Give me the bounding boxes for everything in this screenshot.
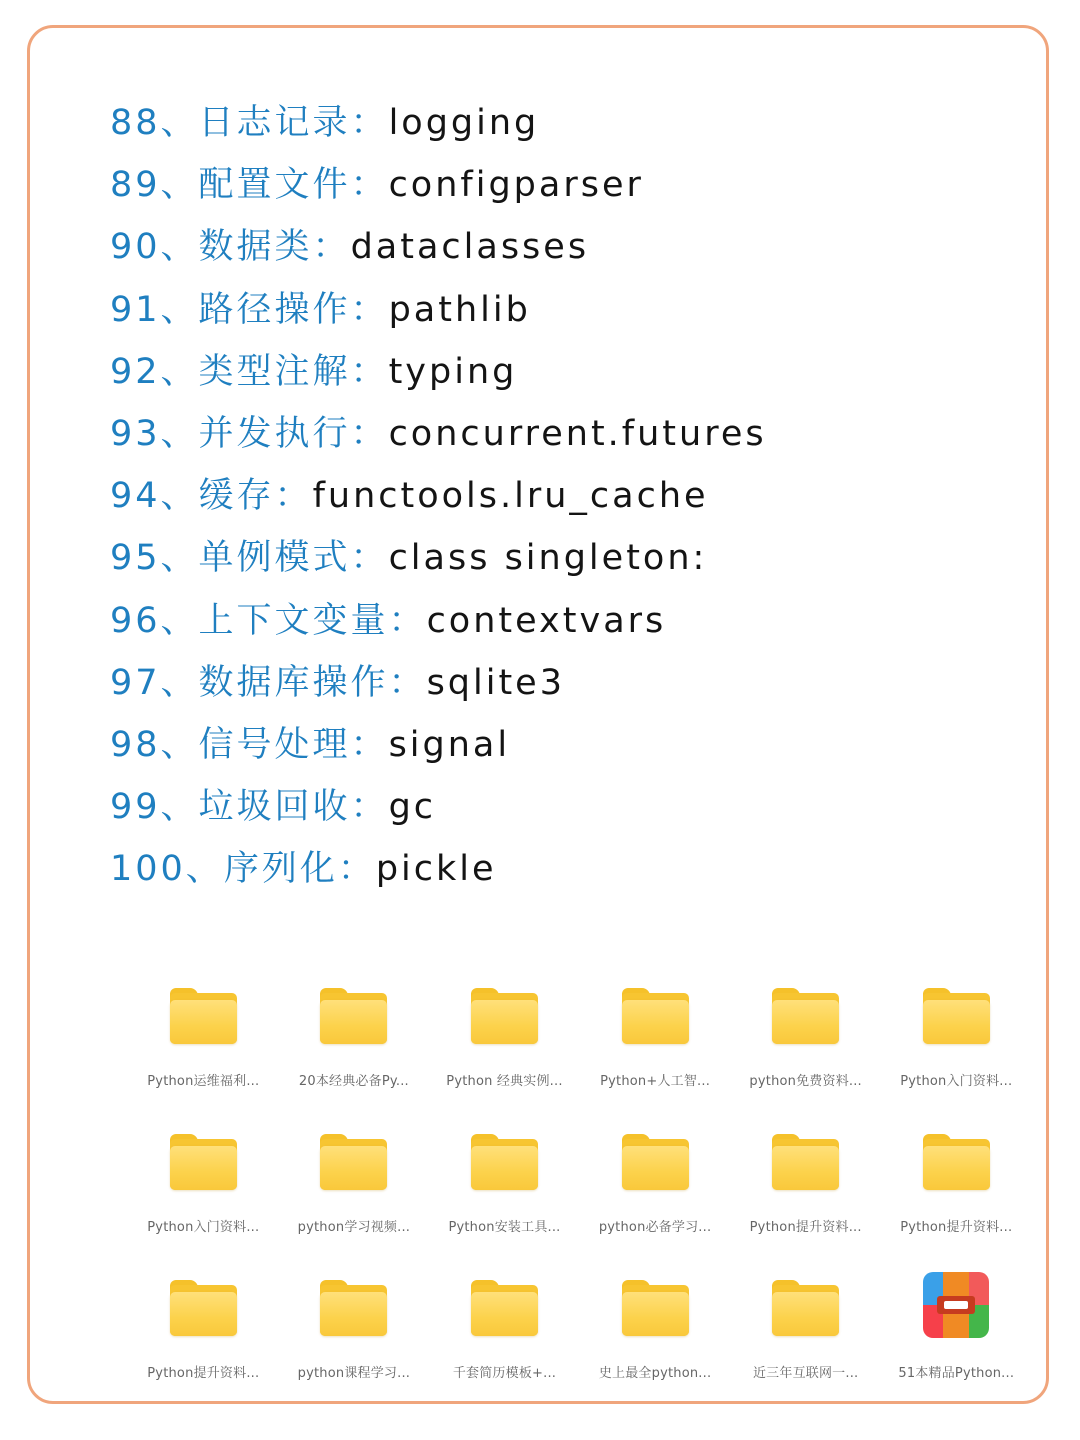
folder-icon [622, 1280, 689, 1336]
tip-label: 序列化： [223, 849, 376, 890]
tip-code: pathlib [388, 289, 531, 330]
file-name-label: Python提升资料... [147, 1366, 260, 1381]
folder-icon [471, 1280, 538, 1336]
tip-code: functools.lru_cache [312, 476, 709, 517]
tip-item [110, 652, 767, 714]
folder-icon [923, 1134, 990, 1190]
folder-item[interactable] [429, 978, 580, 1124]
file-name-label: 近三年互联网一... [752, 1366, 859, 1381]
folder-icon [772, 988, 839, 1044]
tip-code: class singleton: [388, 538, 708, 579]
tip-label: 路径操作： [198, 289, 389, 330]
folder-icon [622, 988, 689, 1044]
tip-code: sqlite3 [426, 662, 565, 703]
archive-icon [923, 1272, 989, 1338]
tip-label: 信号处理： [198, 724, 389, 765]
tip-code: gc [388, 787, 437, 828]
tip-number: 89、 [110, 165, 199, 206]
tip-item [110, 279, 767, 341]
file-name-label: 史上最全python... [598, 1366, 712, 1381]
folder-item[interactable] [128, 1270, 279, 1416]
tip-item [110, 527, 767, 589]
file-name-label: Python+人工智... [600, 1074, 711, 1089]
file-name-label: Python入门资料... [900, 1074, 1013, 1089]
folder-item[interactable] [128, 978, 279, 1124]
tip-code: logging [388, 103, 540, 143]
folder-item[interactable] [429, 1270, 580, 1416]
tip-item [110, 465, 767, 527]
tip-item [110, 216, 767, 278]
tip-label: 上下文变量： [198, 600, 427, 641]
tip-number: 95、 [110, 538, 199, 579]
tip-item [110, 403, 767, 465]
tip-item [110, 776, 767, 838]
folder-item[interactable] [580, 1270, 731, 1416]
tip-label: 缓存： [198, 476, 313, 517]
folder-icon [772, 1280, 839, 1336]
tip-item [110, 838, 767, 900]
tip-code: configparser [388, 165, 644, 206]
tip-code: concurrent.futures [388, 413, 767, 454]
tip-number: 100、 [110, 849, 224, 890]
tip-item [110, 154, 767, 216]
tip-number: 93、 [110, 413, 199, 454]
folder-icon [320, 988, 387, 1044]
folder-icon [170, 1280, 237, 1336]
folder-item[interactable] [429, 1124, 580, 1270]
folder-icon [923, 988, 990, 1044]
folder-item[interactable] [730, 978, 881, 1124]
content-card [27, 25, 1049, 1404]
folder-item[interactable] [279, 1270, 430, 1416]
tip-code: contextvars [426, 600, 667, 641]
tip-number: 99、 [110, 787, 199, 828]
tip-code: dataclasses [350, 227, 590, 268]
folder-icon [622, 1134, 689, 1190]
tip-label: 配置文件： [198, 165, 389, 206]
folder-item[interactable] [730, 1124, 881, 1270]
folder-item[interactable] [279, 1124, 430, 1270]
tip-item [110, 714, 767, 776]
folder-item[interactable] [881, 1124, 1032, 1270]
tip-code: signal [388, 724, 511, 765]
folder-icon [170, 988, 237, 1044]
tip-number: 91、 [110, 289, 199, 330]
tip-item [110, 341, 767, 403]
tip-number: 97、 [110, 662, 199, 703]
tip-label: 数据类： [198, 227, 351, 268]
tip-item [110, 92, 767, 154]
folder-icon [471, 1134, 538, 1190]
folder-icon [471, 988, 538, 1044]
file-name-label: 千套简历模板+... [452, 1366, 557, 1381]
folder-item[interactable] [730, 1270, 881, 1416]
tip-number: 90、 [110, 227, 199, 268]
tip-label: 单例模式： [198, 538, 389, 579]
file-name-label: 20本经典必备Py... [298, 1074, 409, 1089]
tip-code: pickle [375, 849, 497, 890]
tip-number: 96、 [110, 600, 199, 641]
folder-item[interactable] [128, 1124, 279, 1270]
tip-number: 92、 [110, 351, 199, 392]
file-name-label: python课程学习... [297, 1366, 411, 1381]
folder-icon [320, 1280, 387, 1336]
tip-code: typing [388, 351, 518, 392]
tip-number: 88、 [110, 103, 199, 143]
file-name-label: Python提升资料... [749, 1220, 862, 1235]
tip-item [110, 590, 767, 652]
file-name-label: python学习视频... [297, 1220, 411, 1235]
tip-label: 垃圾回收： [198, 787, 389, 828]
folder-item[interactable] [881, 978, 1032, 1124]
file-name-label: python必备学习... [598, 1220, 712, 1235]
file-name-label: Python入门资料... [147, 1220, 260, 1235]
folder-item[interactable] [279, 978, 430, 1124]
file-name-label: Python安装工具... [448, 1220, 561, 1235]
tip-number: 98、 [110, 724, 199, 765]
python-tips-list [110, 92, 767, 900]
tip-label: 日志记录： [198, 103, 389, 143]
folder-item[interactable] [580, 1124, 731, 1270]
folder-item[interactable] [580, 978, 731, 1124]
tip-label: 数据库操作： [198, 662, 427, 703]
file-name-label: Python提升资料... [900, 1220, 1013, 1235]
file-grid [128, 978, 1032, 1416]
folder-icon [320, 1134, 387, 1190]
file-name-label: python免费资料... [749, 1074, 862, 1089]
tip-number: 94、 [110, 476, 199, 517]
archive-file-item[interactable] [881, 1270, 1032, 1416]
file-name-label: Python运维福利... [147, 1074, 260, 1089]
folder-icon [772, 1134, 839, 1190]
tip-label: 类型注解： [198, 351, 389, 392]
tip-label: 并发执行： [198, 413, 389, 454]
file-name-label: 51本精品Python... [898, 1366, 1015, 1381]
file-name-label: Python 经典实例... [446, 1074, 563, 1089]
folder-icon [170, 1134, 237, 1190]
